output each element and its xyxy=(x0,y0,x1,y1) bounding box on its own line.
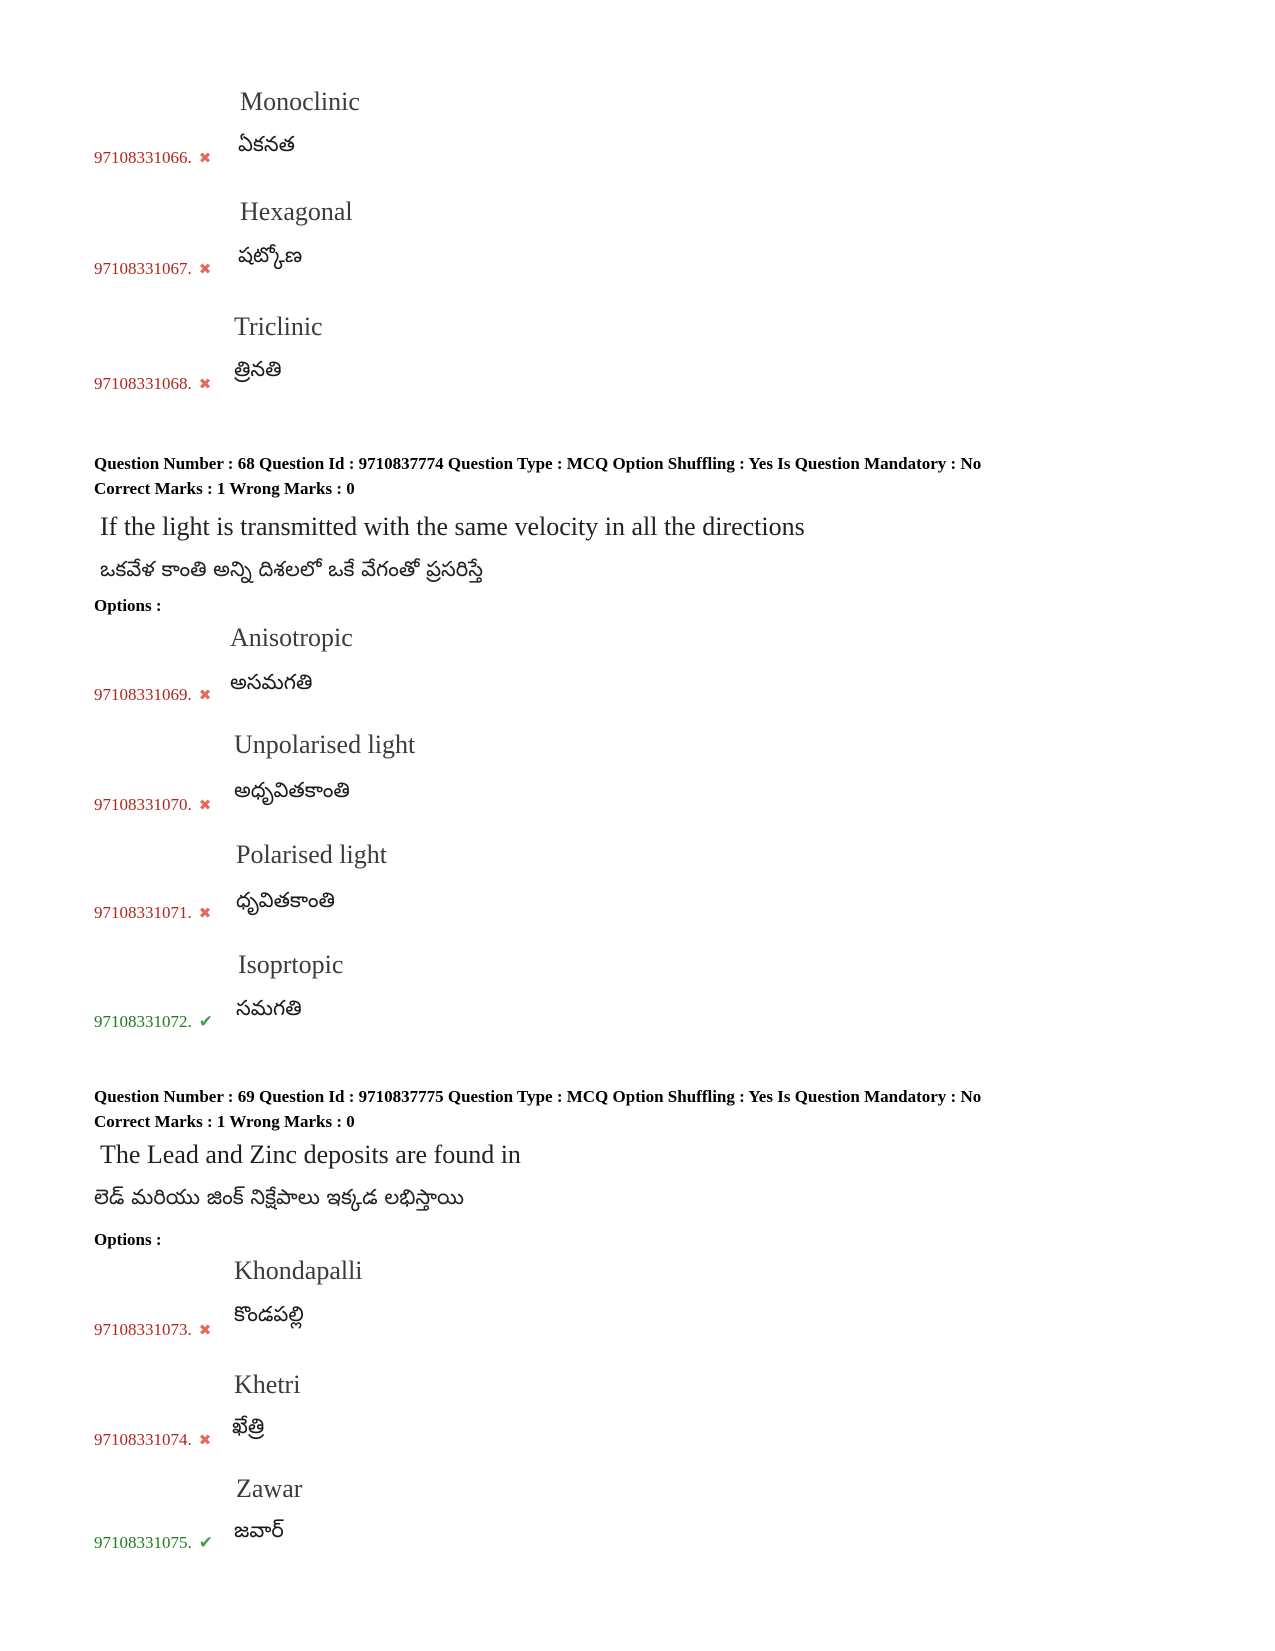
question-text-telugu: లెడ్ మరియు జింక్ నిక్షేపాలు ఇక్కడ లభిస్తాయి xyxy=(94,1185,465,1209)
option-id xyxy=(94,1533,213,1553)
wrong-mark-icon: ✖ xyxy=(198,904,212,922)
wrong-mark-icon: ✖ xyxy=(198,375,212,393)
option-telugu-text: షట్కోణ xyxy=(238,243,303,267)
option-english-text: Khondapalli xyxy=(234,1256,363,1285)
option-id xyxy=(94,1320,211,1340)
wrong-mark-icon: ✖ xyxy=(198,149,212,167)
wrong-mark-icon: ✖ xyxy=(198,1321,212,1339)
option-id xyxy=(94,903,211,923)
option-telugu-text: కొండపల్లి xyxy=(234,1302,304,1326)
option-id-text: 97108331068. xyxy=(94,374,192,393)
option-id xyxy=(94,148,211,168)
question-meta xyxy=(94,1084,981,1134)
question-text-telugu: ఒకవేళ కాంతి అన్ని దిశలలో ఒకే వేగంతో ప్రసరిస్తే xyxy=(100,557,483,581)
check-mark-icon: ✔ xyxy=(198,1012,213,1032)
question-meta-line: Question Number : 68 Question Id : 9710837774 Question Type : MCQ Option Shuffling : Yes Is Question Mandatory : No xyxy=(94,454,982,473)
option-id xyxy=(94,685,211,705)
option-id-text: 97108331067. xyxy=(94,259,192,278)
wrong-mark-icon: ✖ xyxy=(198,260,212,278)
option-id-text: 97108331066. xyxy=(94,148,192,167)
option-id-text: 97108331075. xyxy=(94,1533,192,1552)
question-marks-line: Correct Marks : 1 Wrong Marks : 0 xyxy=(94,479,355,498)
option-telugu-text: ఖేత్రి xyxy=(232,1414,265,1438)
check-mark-icon: ✔ xyxy=(198,1533,213,1553)
option-english-text: Monoclinic xyxy=(240,87,360,116)
option-telugu-text: ఏకనత xyxy=(238,132,295,156)
option-english-text: Triclinic xyxy=(234,312,323,341)
option-id-text: 97108331069. xyxy=(94,685,192,704)
option-id xyxy=(94,1012,213,1032)
option-english-text: Isoprtopic xyxy=(238,950,344,979)
option-id xyxy=(94,1430,211,1450)
option-id-text: 97108331070. xyxy=(94,795,192,814)
option-telugu-text: అసమగతి xyxy=(230,670,313,694)
option-telugu-text: జవార్ xyxy=(234,1518,284,1542)
option-english-text: Khetri xyxy=(234,1370,301,1399)
wrong-mark-icon: ✖ xyxy=(198,686,212,704)
question-meta-line: Question Number : 69 Question Id : 9710837775 Question Type : MCQ Option Shuffling : Yes Is Question Mandatory : No xyxy=(94,1087,982,1106)
option-english-text: Zawar xyxy=(236,1474,303,1503)
question-text-english: If the light is transmitted with the same velocity in all the directions xyxy=(100,512,805,541)
option-id-text: 97108331074. xyxy=(94,1430,192,1449)
option-id xyxy=(94,374,211,394)
options-label: Options : xyxy=(94,596,162,615)
option-telugu-text: అధృవితకాంతి xyxy=(234,778,350,802)
option-id xyxy=(94,795,211,815)
wrong-mark-icon: ✖ xyxy=(198,1431,212,1449)
option-id-text: 97108331071. xyxy=(94,903,192,922)
option-english-text: Unpolarised light xyxy=(234,730,416,759)
option-telugu-text: ధృవితకాంతి xyxy=(236,888,335,912)
option-english-text: Anisotropic xyxy=(230,623,353,652)
question-meta xyxy=(94,451,981,501)
wrong-mark-icon: ✖ xyxy=(198,796,212,814)
option-english-text: Hexagonal xyxy=(240,197,353,226)
option-telugu-text: సమగతి xyxy=(236,996,302,1020)
option-id xyxy=(94,259,211,279)
option-telugu-text: త్రినతి xyxy=(234,357,282,381)
question-text-english: The Lead and Zinc deposits are found in xyxy=(100,1140,521,1169)
option-english-text: Polarised light xyxy=(236,840,387,869)
options-label: Options : xyxy=(94,1230,162,1249)
option-id-text: 97108331072. xyxy=(94,1012,192,1031)
option-id-text: 97108331073. xyxy=(94,1320,192,1339)
question-marks-line: Correct Marks : 1 Wrong Marks : 0 xyxy=(94,1112,355,1131)
